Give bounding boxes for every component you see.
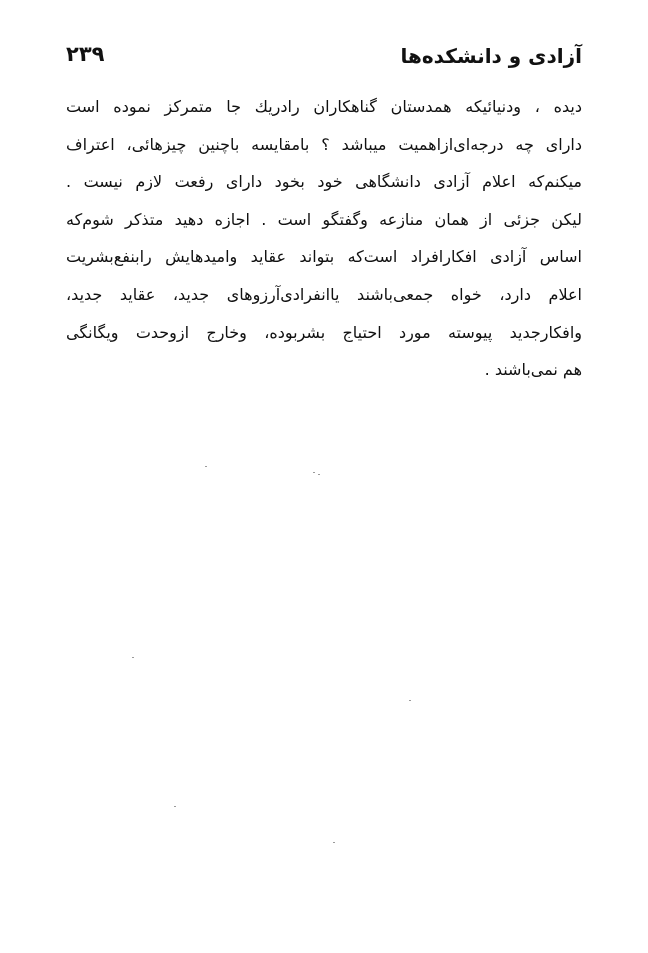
scan-speck [333,842,335,843]
scan-speck [132,657,134,658]
running-title: آزادی و دانشکده‌ها [400,44,582,68]
scan-speck [318,474,320,475]
scan-speck [409,700,411,701]
scan-speck [313,472,315,473]
text-line-4: لیکن جزئی از همان منازعه وگفتگو است . اجازه دهید متذکر شوم‌که [66,209,582,229]
page-number: ۲۳۹ [66,42,105,66]
text-line-6: اعلام دارد، خواه جمعی‌باشند یاانفرادی‌آرزوهای جدید، عقاید جدید، [66,284,582,304]
text-line-5: اساس آزادی افکارافراد است‌که بتواند عقاید وامیدهایش رابنفع‌بشریت [66,247,582,267]
text-line-1: دیده ، ودنیائیکه همدستان گناهکاران رادریك جا متمرکز نموده است [66,97,582,116]
scan-speck [205,466,207,467]
body-text [66,88,582,389]
scan-speck [174,806,176,807]
page-header [66,38,582,74]
text-line-3: میکنم‌که اعلام آزادی دانشگاهی خود بخود دارای رفعت لازم نیست . [66,172,582,192]
text-line-8: هم نمی‌باشند . [484,360,582,380]
text-line-7: وافکارجدید پیوسته مورد احتیاج بشربوده، وخارج ازوحدت ویگانگی [66,322,582,342]
text-line-2: دارای چه درجه‌ای‌ازاهمیت میباشد ؟ بامقایسه باچنین چیزهائی، اعتراف [66,134,582,154]
